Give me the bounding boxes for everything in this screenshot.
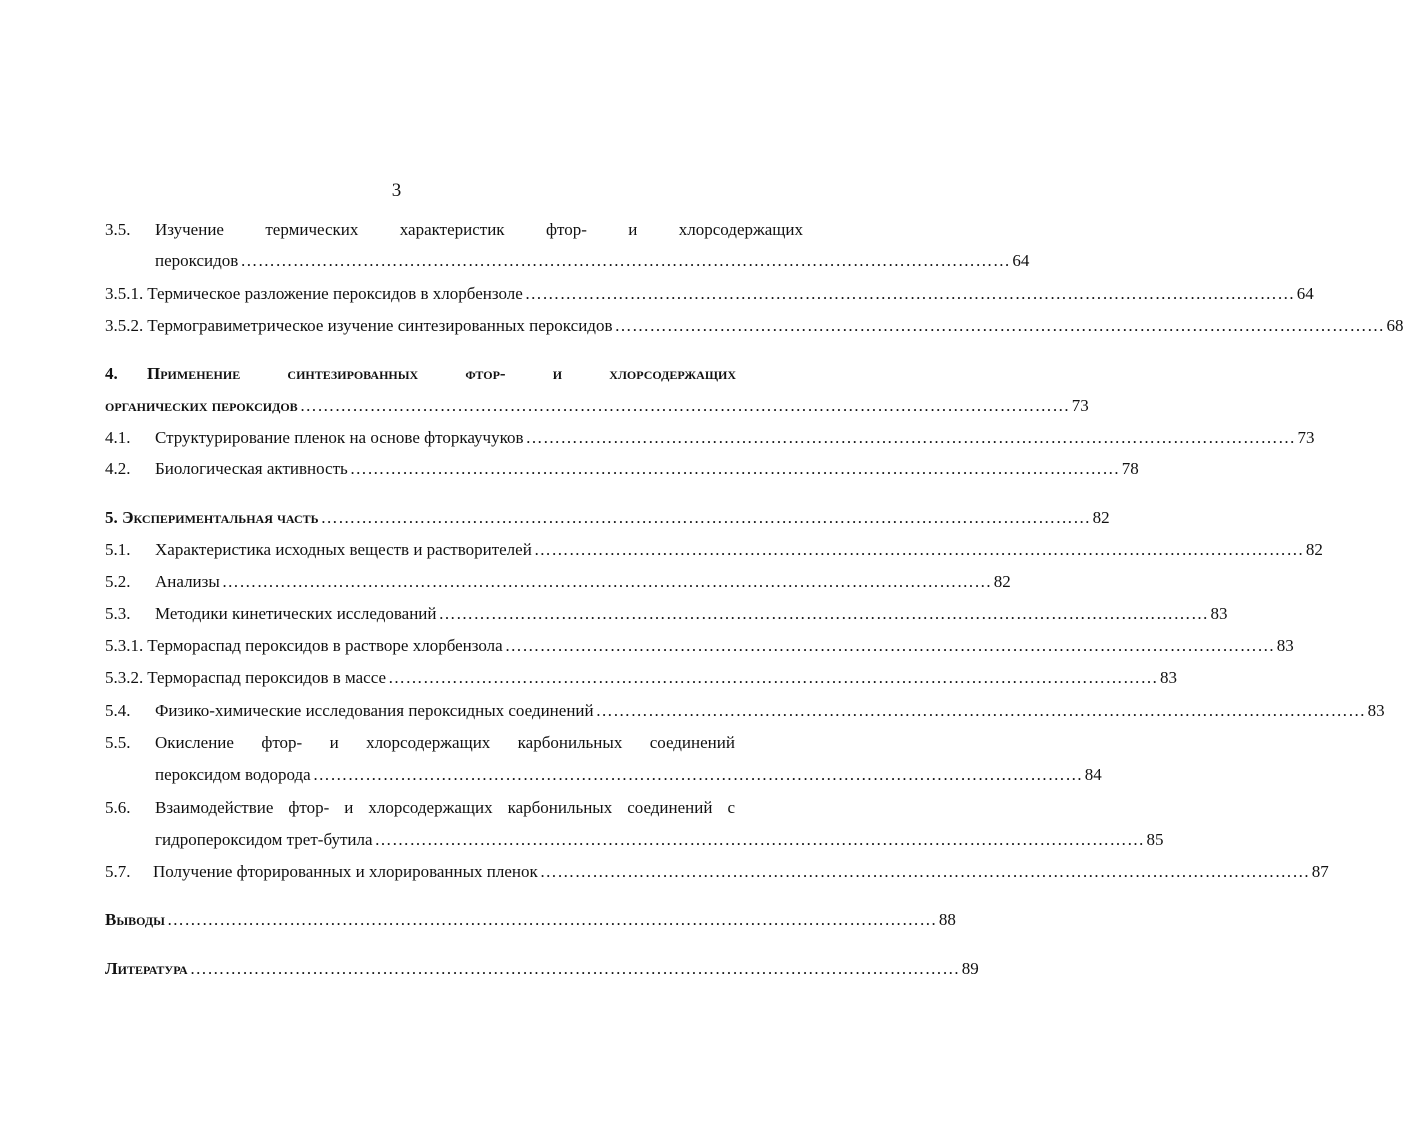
toc-word: фтор- <box>465 364 506 383</box>
toc-entry-number: 3.5. <box>105 220 131 239</box>
toc-entry-page: 64 <box>1012 251 1030 270</box>
dot-leader: …………………………………………………………………………………………………………………… <box>312 765 1083 784</box>
toc-word: и <box>628 220 638 239</box>
toc-entry-4-1 <box>105 426 1315 450</box>
toc-word: фтор- <box>261 733 303 752</box>
dot-leader: …………………………………………………………………………………………………………………… <box>166 910 937 929</box>
toc-entry-title: пероксидов <box>155 251 239 270</box>
toc-entry-page: 84 <box>1084 765 1102 784</box>
toc-entry-number: 5.3. <box>105 604 131 623</box>
toc-word: с <box>727 798 735 817</box>
toc-word: характеристик <box>399 220 505 239</box>
toc-entry-title: пероксидом водорода <box>155 765 311 784</box>
toc-chapter-4 <box>105 362 736 386</box>
toc-entry-page: 68 <box>1386 316 1403 335</box>
toc-entry-5-5 <box>105 731 735 755</box>
toc-entry-5-6 <box>105 796 735 820</box>
toc-entry-title: Физико-химические исследования пероксидных соединений <box>155 701 594 720</box>
toc-entry-number: 5.5. <box>105 733 131 752</box>
toc-word: Применение <box>147 364 241 383</box>
toc-entry-5-3 <box>105 602 1228 626</box>
toc-entry-page: 83 <box>1160 668 1178 687</box>
toc-word: Окисление <box>155 733 234 752</box>
toc-entry-page: 78 <box>1121 459 1139 478</box>
toc-entry-5-2 <box>105 570 1011 594</box>
toc-entry-number: 4.2. <box>105 459 131 478</box>
dot-leader: …………………………………………………………………………………………………………………… <box>525 428 1296 447</box>
toc-word: хлорсодержащих <box>678 220 803 239</box>
dot-leader: …………………………………………………………………………………………………………………… <box>299 396 1070 415</box>
toc-entry-page: 89 <box>961 959 979 978</box>
toc-entry-number: 5.4. <box>105 701 131 720</box>
toc-entry-number: 5.3.1. <box>105 636 144 655</box>
toc-word: Взаимодействие <box>155 798 274 817</box>
toc-entry-page: 87 <box>1311 862 1329 881</box>
toc-word: хлорсодержащих <box>609 364 736 383</box>
toc-entry-title: Термогравиметрическое изучение синтезированных пероксидов <box>147 316 613 335</box>
dot-leader: …………………………………………………………………………………………………………………… <box>504 636 1275 655</box>
toc-word: фтор- <box>288 798 330 817</box>
dot-leader: …………………………………………………………………………………………………………………… <box>349 459 1120 478</box>
toc-word: фтор- <box>545 220 587 239</box>
toc-entry-5-5-cont <box>155 763 1102 787</box>
toc-entry-title: Анализы <box>155 572 220 591</box>
toc-word: Изучение <box>155 220 224 239</box>
toc-entry-page: 83 <box>1276 636 1294 655</box>
toc-word: карбонильных <box>517 733 623 752</box>
toc-entry-title: Характеристика исходных веществ и растворителей <box>155 540 532 559</box>
toc-word: хлорсодержащих <box>366 733 491 752</box>
toc-entry-3-5-1 <box>105 282 1314 306</box>
toc-chapter-title: Литература <box>105 959 188 978</box>
dot-leader: …………………………………………………………………………………………………………………… <box>189 959 960 978</box>
toc-chapter-4-cont <box>105 394 1089 418</box>
toc-entry-3-5-cont <box>155 249 1030 273</box>
toc-chapter-number: 4. <box>105 364 118 383</box>
toc-entry-page: 88 <box>938 910 956 929</box>
toc-entry-page: 82 <box>1305 540 1323 559</box>
toc-entry-number: 5.7. <box>105 862 131 881</box>
toc-entry-title: Структурирование пленок на основе фторкаучуков <box>155 428 524 447</box>
toc-literature <box>105 957 979 981</box>
toc-word: соединений <box>649 733 735 752</box>
toc-entry-page: 83 <box>1367 701 1385 720</box>
toc-word: хлорсодержащих <box>368 798 493 817</box>
toc-chapter-title: 5. Экспериментальная часть <box>105 508 319 527</box>
toc-entry-number: 5.6. <box>105 798 131 817</box>
toc-chapter-5 <box>105 506 1110 530</box>
dot-leader: …………………………………………………………………………………………………………………… <box>524 284 1295 303</box>
toc-entry-page: 83 <box>1210 604 1228 623</box>
dot-leader: …………………………………………………………………………………………………………………… <box>240 251 1011 270</box>
toc-word: и <box>344 798 354 817</box>
toc-conclusions <box>105 908 956 932</box>
dot-leader: …………………………………………………………………………………………………………………… <box>221 572 992 591</box>
toc-entry-5-6-cont <box>155 828 1164 852</box>
toc-entry-5-4 <box>105 699 1385 723</box>
dot-leader: …………………………………………………………………………………………………………………… <box>374 830 1145 849</box>
toc-word: синтезированных <box>287 364 419 383</box>
toc-word: и <box>552 364 563 383</box>
toc-entry-title: Термическое разложение пероксидов в хлорбензоле <box>147 284 523 303</box>
toc-entry-5-3-1 <box>105 634 1294 658</box>
dot-leader: …………………………………………………………………………………………………………………… <box>388 668 1159 687</box>
toc-entry-number: 5.1. <box>105 540 131 559</box>
toc-entry-number: 5.3.2. <box>105 668 144 687</box>
toc-entry-number: 4.1. <box>105 428 131 447</box>
toc-entry-page: 85 <box>1146 830 1164 849</box>
dot-leader: …………………………………………………………………………………………………………………… <box>595 701 1366 720</box>
toc-word: соединений <box>627 798 713 817</box>
dot-leader: …………………………………………………………………………………………………………………… <box>320 508 1091 527</box>
toc-entry-3-5 <box>105 218 803 242</box>
toc-entry-number: 5.2. <box>105 572 131 591</box>
toc-entry-title: Термораспад пероксидов в массе <box>147 668 387 687</box>
dot-leader: …………………………………………………………………………………………………………………… <box>614 316 1385 335</box>
page-number: 3 <box>391 180 402 201</box>
toc-entry-title: гидропероксидом трет-бутила <box>155 830 373 849</box>
toc-entry-4-2 <box>105 457 1139 481</box>
dot-leader: …………………………………………………………………………………………………………………… <box>533 540 1304 559</box>
dot-leader: …………………………………………………………………………………………………………………… <box>539 862 1310 881</box>
toc-entry-5-7 <box>105 860 1329 884</box>
toc-chapter-title: органических пероксидов <box>105 396 298 415</box>
toc-word: и <box>329 733 339 752</box>
toc-entry-page: 64 <box>1296 284 1314 303</box>
toc-entry-title: Методики кинетических исследований <box>155 604 437 623</box>
toc-entry-number: 3.5.1. <box>105 284 144 303</box>
toc-entry-3-5-2 <box>105 314 1403 338</box>
toc-entry-5-1 <box>105 538 1323 562</box>
toc-entry-title: Термораспад пероксидов в растворе хлорбензола <box>147 636 503 655</box>
toc-entry-page: 82 <box>1092 508 1110 527</box>
toc-entry-page: 73 <box>1071 396 1089 415</box>
toc-entry-5-3-2 <box>105 666 1178 690</box>
toc-entry-title: Биологическая активность <box>155 459 348 478</box>
toc-word: термических <box>265 220 359 239</box>
toc-entry-page: 73 <box>1297 428 1315 447</box>
toc-chapter-title: Выводы <box>105 910 165 929</box>
toc-entry-number: 3.5.2. <box>105 316 144 335</box>
dot-leader: …………………………………………………………………………………………………………………… <box>438 604 1209 623</box>
toc-word: карбонильных <box>507 798 613 817</box>
toc-entry-page: 82 <box>993 572 1011 591</box>
toc-entry-title: Получение фторированных и хлорированных пленок <box>153 862 538 881</box>
